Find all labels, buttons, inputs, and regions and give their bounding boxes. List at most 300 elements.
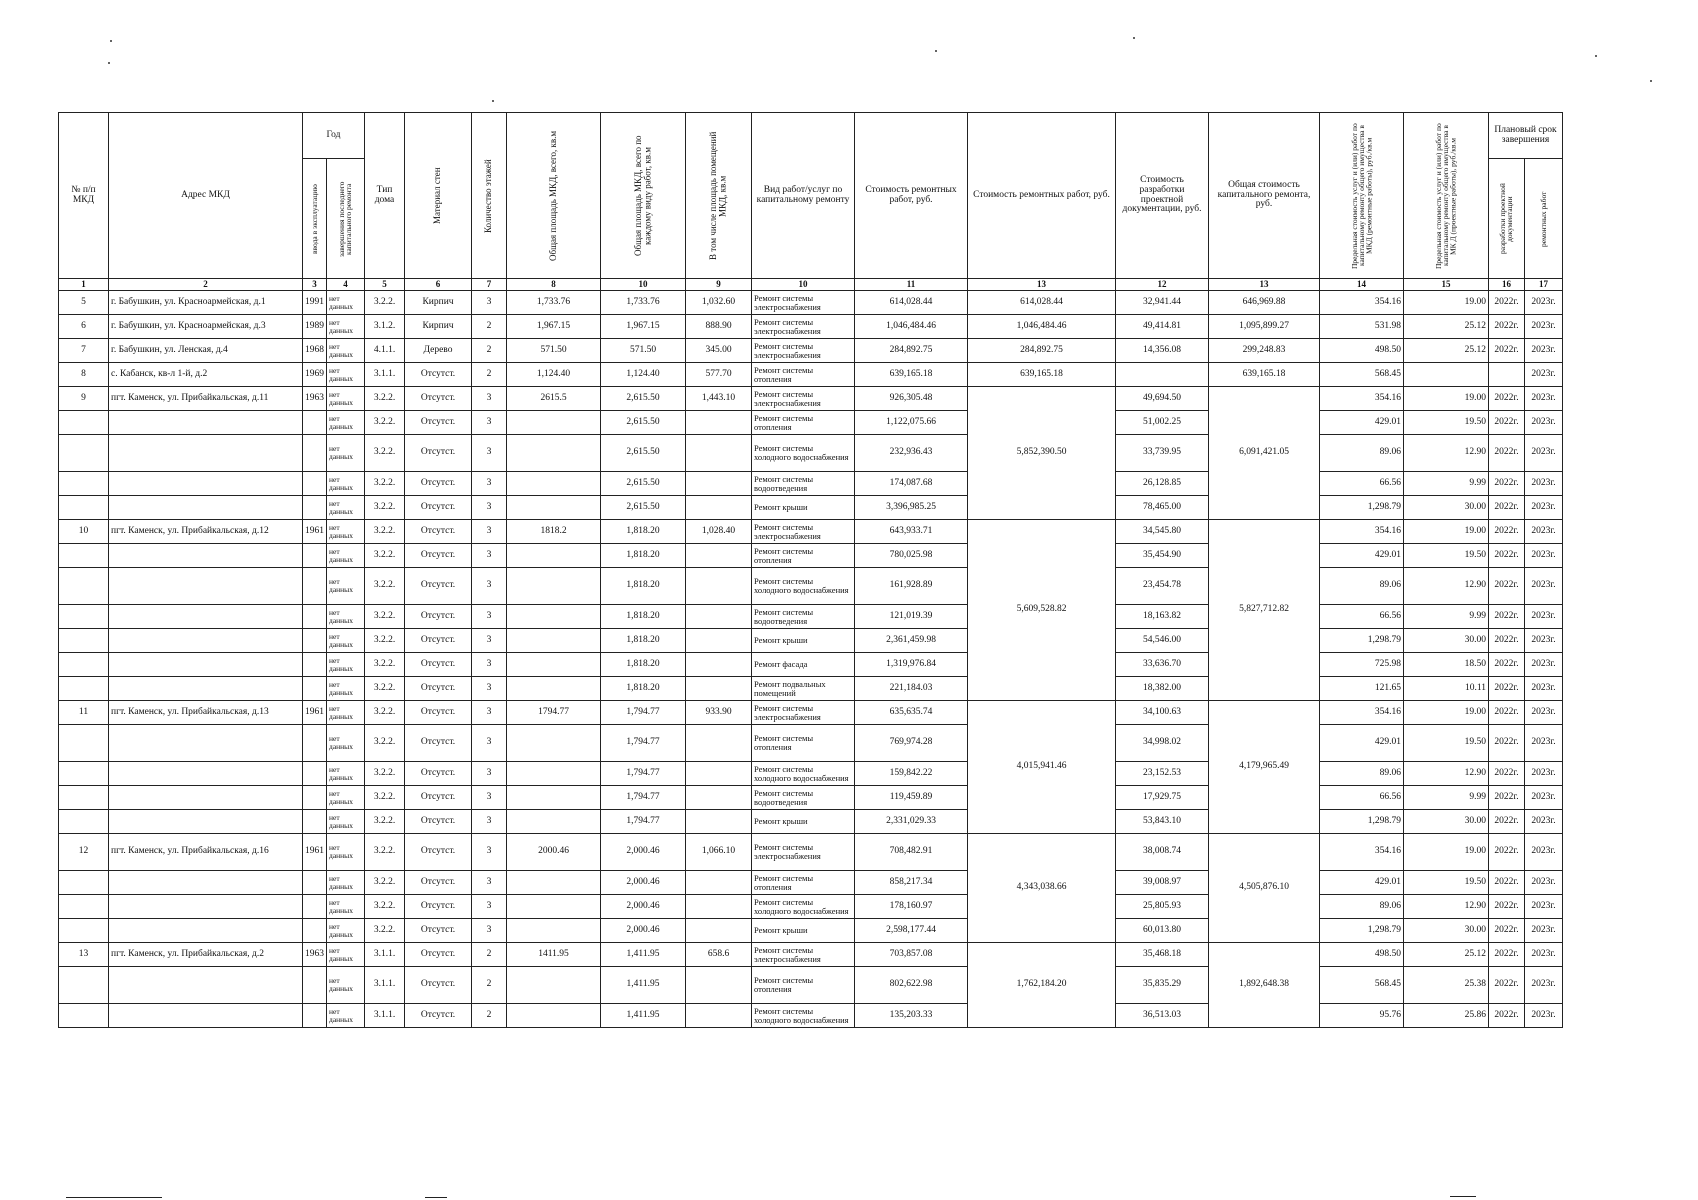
row-address <box>109 786 303 810</box>
header-limit-repair: Предельная стоимость услуг и (или) работ по капитальному ремонту общего имущества в МКД (ремонтные работы), руб./кв.м <box>1349 122 1374 269</box>
row-design-cost: 25,805.93 <box>1116 895 1209 919</box>
row-total-area <box>507 411 601 435</box>
row-last-repair: нет данных <box>327 943 365 967</box>
row-no <box>59 629 109 653</box>
row-year-built <box>303 605 327 629</box>
row-address: пгт. Каменск, ул. Прибайкальская, д.2 <box>109 943 303 967</box>
row-house-type: 3.2.2. <box>365 568 405 605</box>
row-floors: 3 <box>472 520 507 544</box>
row-limit-repair: 568.45 <box>1320 363 1404 387</box>
row-deadline-design: 2022г. <box>1489 605 1525 629</box>
row-address <box>109 919 303 943</box>
row-deadline-works: 2023г. <box>1525 701 1563 725</box>
row-limit-repair: 429.01 <box>1320 725 1404 762</box>
row-limit-design <box>1404 363 1489 387</box>
row-year-built <box>303 786 327 810</box>
row-repair-cost: 1,319,976.84 <box>855 653 968 677</box>
row-repair-cost: 635,635.74 <box>855 701 968 725</box>
row-area: 1,124.40 <box>601 363 686 387</box>
row-design-cost: 23,152.53 <box>1116 762 1209 786</box>
column-number-row <box>59 279 1563 291</box>
row-living-area <box>686 871 752 895</box>
row-year-built: 1991 <box>303 291 327 315</box>
header-design-cost: Стоимость разработки проектной документации, руб. <box>1116 113 1209 279</box>
row-total-area <box>507 1004 601 1028</box>
row-year-built: 1963 <box>303 387 327 411</box>
row-repair-cost: 780,025.98 <box>855 544 968 568</box>
header-year-group: Год <box>303 113 365 159</box>
row-total-area <box>507 544 601 568</box>
row-total-cost: 1,095,899.27 <box>1209 315 1320 339</box>
row-design-cost: 34,100.63 <box>1116 701 1209 725</box>
row-deadline-design: 2022г. <box>1489 315 1525 339</box>
row-living-area: 345.00 <box>686 339 752 363</box>
row-area: 1,794.77 <box>601 786 686 810</box>
row-last-repair: нет данных <box>327 677 365 701</box>
row-repair-cost: 2,361,459.98 <box>855 629 968 653</box>
column-number: 13 <box>1209 279 1320 291</box>
row-repair-cost-total: 5,852,390.50 <box>968 387 1116 520</box>
row-last-repair: нет данных <box>327 701 365 725</box>
row-total-area <box>507 919 601 943</box>
row-area: 1,818.20 <box>601 520 686 544</box>
row-floors: 2 <box>472 1004 507 1028</box>
row-living-area <box>686 605 752 629</box>
row-living-area <box>686 629 752 653</box>
table-row <box>59 629 1563 653</box>
row-limit-design: 25.86 <box>1404 1004 1489 1028</box>
row-limit-design: 19.00 <box>1404 291 1489 315</box>
row-year-built: 1961 <box>303 520 327 544</box>
row-area: 2,000.46 <box>601 919 686 943</box>
register-sheet <box>58 112 1563 1028</box>
table-row <box>59 568 1563 605</box>
row-repair-cost: 926,305.48 <box>855 387 968 411</box>
row-limit-repair: 95.76 <box>1320 1004 1404 1028</box>
row-design-cost: 35,454.90 <box>1116 544 1209 568</box>
row-last-repair: нет данных <box>327 895 365 919</box>
row-repair-cost: 119,459.89 <box>855 786 968 810</box>
row-house-type: 3.2.2. <box>365 291 405 315</box>
table-row <box>59 895 1563 919</box>
row-work-type: Ремонт системы отопления <box>752 725 855 762</box>
row-address <box>109 605 303 629</box>
row-house-type: 3.1.1. <box>365 967 405 1004</box>
row-repair-cost-total: 1,046,484.46 <box>968 315 1116 339</box>
row-total-area <box>507 725 601 762</box>
row-year-built: 1969 <box>303 363 327 387</box>
row-total-cost: 4,179,965.49 <box>1209 701 1320 834</box>
row-limit-design: 25.12 <box>1404 315 1489 339</box>
row-limit-repair: 121.65 <box>1320 677 1404 701</box>
row-wall-material: Отсутст. <box>405 967 472 1004</box>
row-repair-cost-total: 4,015,941.46 <box>968 701 1116 834</box>
row-limit-design: 18.50 <box>1404 653 1489 677</box>
row-area: 1,818.20 <box>601 568 686 605</box>
row-deadline-works: 2023г. <box>1525 291 1563 315</box>
row-limit-design: 12.90 <box>1404 568 1489 605</box>
row-wall-material: Отсутст. <box>405 919 472 943</box>
table-row <box>59 291 1563 315</box>
row-design-cost: 54,546.00 <box>1116 629 1209 653</box>
row-deadline-works: 2023г. <box>1525 786 1563 810</box>
row-total-area: 1818.2 <box>507 520 601 544</box>
table-row <box>59 605 1563 629</box>
row-area: 1,818.20 <box>601 653 686 677</box>
row-total-area <box>507 967 601 1004</box>
row-design-cost: 35,468.18 <box>1116 943 1209 967</box>
row-limit-design: 12.90 <box>1404 762 1489 786</box>
row-no <box>59 967 109 1004</box>
row-wall-material: Отсутст. <box>405 943 472 967</box>
row-repair-cost: 708,482.91 <box>855 834 968 871</box>
column-number: 11 <box>855 279 968 291</box>
row-no <box>59 568 109 605</box>
row-house-type: 3.1.1. <box>365 943 405 967</box>
column-number: 10 <box>601 279 686 291</box>
row-address: пгт. Каменск, ул. Прибайкальская, д.16 <box>109 834 303 871</box>
row-repair-cost: 643,933.71 <box>855 520 968 544</box>
row-design-cost: 49,694.50 <box>1116 387 1209 411</box>
row-year-built <box>303 895 327 919</box>
row-deadline-design: 2022г. <box>1489 834 1525 871</box>
row-work-type: Ремонт системы холодного водоснабжения <box>752 895 855 919</box>
row-address: г. Бабушкин, ул. Ленская, д.4 <box>109 339 303 363</box>
row-house-type: 3.2.2. <box>365 520 405 544</box>
row-house-type: 3.2.2. <box>365 653 405 677</box>
column-number: 14 <box>1320 279 1404 291</box>
row-deadline-design: 2022г. <box>1489 725 1525 762</box>
row-deadline-design: 2022г. <box>1489 411 1525 435</box>
row-total-area <box>507 871 601 895</box>
column-number: 4 <box>327 279 365 291</box>
row-work-type: Ремонт системы электроснабжения <box>752 315 855 339</box>
row-repair-cost: 232,936.43 <box>855 435 968 472</box>
row-area: 2,615.50 <box>601 472 686 496</box>
row-floors: 3 <box>472 834 507 871</box>
row-repair-cost: 2,331,029.33 <box>855 810 968 834</box>
row-last-repair: нет данных <box>327 725 365 762</box>
row-living-area <box>686 895 752 919</box>
header-deadline-group: Плановый срок завершения <box>1489 113 1563 159</box>
row-living-area <box>686 786 752 810</box>
row-limit-design: 19.00 <box>1404 387 1489 411</box>
row-last-repair: нет данных <box>327 291 365 315</box>
row-wall-material: Отсутст. <box>405 629 472 653</box>
row-living-area <box>686 653 752 677</box>
row-repair-cost: 639,165.18 <box>855 363 968 387</box>
row-repair-cost: 178,160.97 <box>855 895 968 919</box>
row-work-type: Ремонт системы отопления <box>752 871 855 895</box>
row-deadline-works: 2023г. <box>1525 520 1563 544</box>
header-repair-cost: Стоимость ремонтных работ, руб. <box>855 113 968 279</box>
bottom-rule <box>1450 1196 1476 1197</box>
row-deadline-works: 2023г. <box>1525 677 1563 701</box>
row-no: 8 <box>59 363 109 387</box>
row-wall-material: Отсутст. <box>405 363 472 387</box>
scan-speck <box>492 100 494 102</box>
table-row <box>59 967 1563 1004</box>
row-total-area: 571.50 <box>507 339 601 363</box>
row-deadline-works: 2023г. <box>1525 967 1563 1004</box>
row-living-area <box>686 568 752 605</box>
row-floors: 3 <box>472 653 507 677</box>
row-limit-repair: 354.16 <box>1320 291 1404 315</box>
column-number: 9 <box>686 279 752 291</box>
row-no <box>59 810 109 834</box>
row-limit-design: 19.00 <box>1404 701 1489 725</box>
table-row <box>59 834 1563 871</box>
row-total-cost: 5,827,712.82 <box>1209 520 1320 701</box>
row-total-area: 1794.77 <box>507 701 601 725</box>
row-living-area <box>686 435 752 472</box>
row-design-cost: 32,941.44 <box>1116 291 1209 315</box>
row-limit-design: 25.38 <box>1404 967 1489 1004</box>
table-row <box>59 472 1563 496</box>
column-number: 10 <box>752 279 855 291</box>
row-repair-cost: 614,028.44 <box>855 291 968 315</box>
row-repair-cost: 284,892.75 <box>855 339 968 363</box>
row-limit-repair: 498.50 <box>1320 943 1404 967</box>
row-wall-material: Дерево <box>405 339 472 363</box>
row-total-area: 1,733.76 <box>507 291 601 315</box>
row-total-area <box>507 605 601 629</box>
row-limit-design: 19.50 <box>1404 871 1489 895</box>
row-house-type: 3.1.1. <box>365 363 405 387</box>
row-floors: 2 <box>472 943 507 967</box>
column-number: 5 <box>365 279 405 291</box>
row-address <box>109 1004 303 1028</box>
row-deadline-works: 2023г. <box>1525 315 1563 339</box>
row-area: 1,967.15 <box>601 315 686 339</box>
row-no: 12 <box>59 834 109 871</box>
row-floors: 3 <box>472 605 507 629</box>
row-floors: 2 <box>472 967 507 1004</box>
row-year-built: 1961 <box>303 701 327 725</box>
row-no <box>59 786 109 810</box>
row-area: 1,411.95 <box>601 1004 686 1028</box>
column-number: 3 <box>303 279 327 291</box>
row-house-type: 3.2.2. <box>365 786 405 810</box>
row-wall-material: Отсутст. <box>405 520 472 544</box>
row-last-repair: нет данных <box>327 786 365 810</box>
row-repair-cost: 858,217.34 <box>855 871 968 895</box>
row-address: пгт. Каменск, ул. Прибайкальская, д.13 <box>109 701 303 725</box>
row-total-area <box>507 762 601 786</box>
row-total-cost: 4,505,876.10 <box>1209 834 1320 943</box>
row-no <box>59 605 109 629</box>
row-house-type: 3.2.2. <box>365 895 405 919</box>
row-last-repair: нет данных <box>327 834 365 871</box>
header-address: Адрес МКД <box>109 113 303 279</box>
row-address: с. Кабанск, кв-л 1-й, д.2 <box>109 363 303 387</box>
row-last-repair: нет данных <box>327 762 365 786</box>
row-last-repair: нет данных <box>327 810 365 834</box>
row-house-type: 3.2.2. <box>365 629 405 653</box>
row-work-type: Ремонт крыши <box>752 496 855 520</box>
row-repair-cost: 1,046,484.46 <box>855 315 968 339</box>
row-floors: 3 <box>472 568 507 605</box>
row-last-repair: нет данных <box>327 315 365 339</box>
header-deadline-works: ремонтных работ <box>1538 190 1548 247</box>
row-deadline-works: 2023г. <box>1525 496 1563 520</box>
row-living-area <box>686 677 752 701</box>
row-wall-material: Отсутст. <box>405 871 472 895</box>
column-number: 15 <box>1404 279 1489 291</box>
row-total-cost: 6,091,421.05 <box>1209 387 1320 520</box>
row-house-type: 3.2.2. <box>365 810 405 834</box>
row-living-area: 933.90 <box>686 701 752 725</box>
row-repair-cost-total: 614,028.44 <box>968 291 1116 315</box>
column-number: 12 <box>1116 279 1209 291</box>
scan-speck <box>1133 37 1135 39</box>
row-living-area: 1,028.40 <box>686 520 752 544</box>
row-last-repair: нет данных <box>327 544 365 568</box>
row-area: 2,000.46 <box>601 895 686 919</box>
row-deadline-design: 2022г. <box>1489 472 1525 496</box>
row-total-area <box>507 677 601 701</box>
row-limit-design: 9.99 <box>1404 472 1489 496</box>
row-work-type: Ремонт системы электроснабжения <box>752 387 855 411</box>
table-row <box>59 943 1563 967</box>
row-house-type: 3.2.2. <box>365 871 405 895</box>
row-house-type: 3.2.2. <box>365 919 405 943</box>
row-wall-material: Отсутст. <box>405 568 472 605</box>
header-deadline-design: разработки проектной документации <box>1498 183 1515 254</box>
row-house-type: 3.2.2. <box>365 496 405 520</box>
row-limit-design: 25.12 <box>1404 339 1489 363</box>
row-floors: 3 <box>472 701 507 725</box>
column-number: 13 <box>968 279 1116 291</box>
row-year-built <box>303 762 327 786</box>
row-area: 1,794.77 <box>601 701 686 725</box>
row-wall-material: Кирпич <box>405 315 472 339</box>
row-limit-repair: 354.16 <box>1320 387 1404 411</box>
row-total-area: 1411.95 <box>507 943 601 967</box>
row-deadline-works: 2023г. <box>1525 871 1563 895</box>
table-row <box>59 725 1563 762</box>
row-wall-material: Отсутст. <box>405 677 472 701</box>
row-floors: 3 <box>472 496 507 520</box>
row-year-built <box>303 810 327 834</box>
row-work-type: Ремонт крыши <box>752 919 855 943</box>
row-house-type: 3.2.2. <box>365 411 405 435</box>
row-floors: 2 <box>472 315 507 339</box>
row-total-cost: 1,892,648.38 <box>1209 943 1320 1028</box>
row-year-built: 1989 <box>303 315 327 339</box>
row-year-built <box>303 653 327 677</box>
row-limit-repair: 429.01 <box>1320 544 1404 568</box>
row-deadline-design: 2022г. <box>1489 701 1525 725</box>
row-area: 1,794.77 <box>601 810 686 834</box>
bottom-rule <box>425 1197 447 1198</box>
row-last-repair: нет данных <box>327 496 365 520</box>
row-work-type: Ремонт системы водоотведения <box>752 786 855 810</box>
row-limit-design: 19.00 <box>1404 520 1489 544</box>
row-floors: 3 <box>472 387 507 411</box>
row-total-area: 2615.5 <box>507 387 601 411</box>
row-deadline-design: 2022г. <box>1489 786 1525 810</box>
header-area-by-work: Общая площадь МКД, всего по каждому виду работ, кв.м <box>632 135 652 256</box>
row-floors: 2 <box>472 363 507 387</box>
row-limit-repair: 89.06 <box>1320 568 1404 605</box>
table-row <box>59 701 1563 725</box>
row-design-cost: 35,835.29 <box>1116 967 1209 1004</box>
row-living-area: 1,032.60 <box>686 291 752 315</box>
row-design-cost: 18,382.00 <box>1116 677 1209 701</box>
row-no <box>59 411 109 435</box>
row-repair-cost-total: 284,892.75 <box>968 339 1116 363</box>
row-living-area: 888.90 <box>686 315 752 339</box>
row-house-type: 3.2.2. <box>365 387 405 411</box>
row-limit-design: 19.50 <box>1404 544 1489 568</box>
row-repair-cost: 1,122,075.66 <box>855 411 968 435</box>
row-deadline-works: 2023г. <box>1525 568 1563 605</box>
row-work-type: Ремонт системы отопления <box>752 411 855 435</box>
column-number: 7 <box>472 279 507 291</box>
table-body <box>59 291 1563 1028</box>
row-area: 1,411.95 <box>601 943 686 967</box>
row-living-area: 1,443.10 <box>686 387 752 411</box>
row-repair-cost: 159,842.22 <box>855 762 968 786</box>
row-deadline-design: 2022г. <box>1489 653 1525 677</box>
row-no <box>59 677 109 701</box>
row-address <box>109 762 303 786</box>
row-no: 11 <box>59 701 109 725</box>
header-total-cost: Общая стоимость капитального ремонта, руб. <box>1209 113 1320 279</box>
row-floors: 3 <box>472 895 507 919</box>
row-design-cost: 34,998.02 <box>1116 725 1209 762</box>
row-living-area: 658.6 <box>686 943 752 967</box>
column-number: 17 <box>1525 279 1563 291</box>
header-floors: Количество этажей <box>483 158 494 233</box>
row-limit-design: 10.11 <box>1404 677 1489 701</box>
row-deadline-design: 2022г. <box>1489 568 1525 605</box>
row-design-cost: 51,002.25 <box>1116 411 1209 435</box>
table-row <box>59 496 1563 520</box>
row-last-repair: нет данных <box>327 339 365 363</box>
row-address: пгт. Каменск, ул. Прибайкальская, д.11 <box>109 387 303 411</box>
row-limit-repair: 531.98 <box>1320 315 1404 339</box>
row-wall-material: Отсутст. <box>405 725 472 762</box>
row-deadline-design: 2022г. <box>1489 895 1525 919</box>
row-address <box>109 653 303 677</box>
row-no: 7 <box>59 339 109 363</box>
row-floors: 3 <box>472 677 507 701</box>
row-wall-material: Отсутст. <box>405 701 472 725</box>
row-work-type: Ремонт системы электроснабжения <box>752 943 855 967</box>
row-floors: 3 <box>472 810 507 834</box>
row-repair-cost: 121,019.39 <box>855 605 968 629</box>
row-design-cost: 17,929.75 <box>1116 786 1209 810</box>
row-repair-cost: 174,087.68 <box>855 472 968 496</box>
row-deadline-works: 2023г. <box>1525 810 1563 834</box>
row-design-cost: 49,414.81 <box>1116 315 1209 339</box>
row-area: 1,733.76 <box>601 291 686 315</box>
row-limit-design: 12.90 <box>1404 895 1489 919</box>
row-wall-material: Отсутст. <box>405 387 472 411</box>
row-year-built <box>303 677 327 701</box>
row-wall-material: Отсутст. <box>405 810 472 834</box>
row-last-repair: нет данных <box>327 568 365 605</box>
row-work-type: Ремонт системы холодного водоснабжения <box>752 762 855 786</box>
row-wall-material: Отсутст. <box>405 496 472 520</box>
row-house-type: 3.2.2. <box>365 701 405 725</box>
row-limit-repair: 354.16 <box>1320 701 1404 725</box>
row-floors: 3 <box>472 411 507 435</box>
row-limit-repair: 568.45 <box>1320 967 1404 1004</box>
row-house-type: 3.2.2. <box>365 435 405 472</box>
